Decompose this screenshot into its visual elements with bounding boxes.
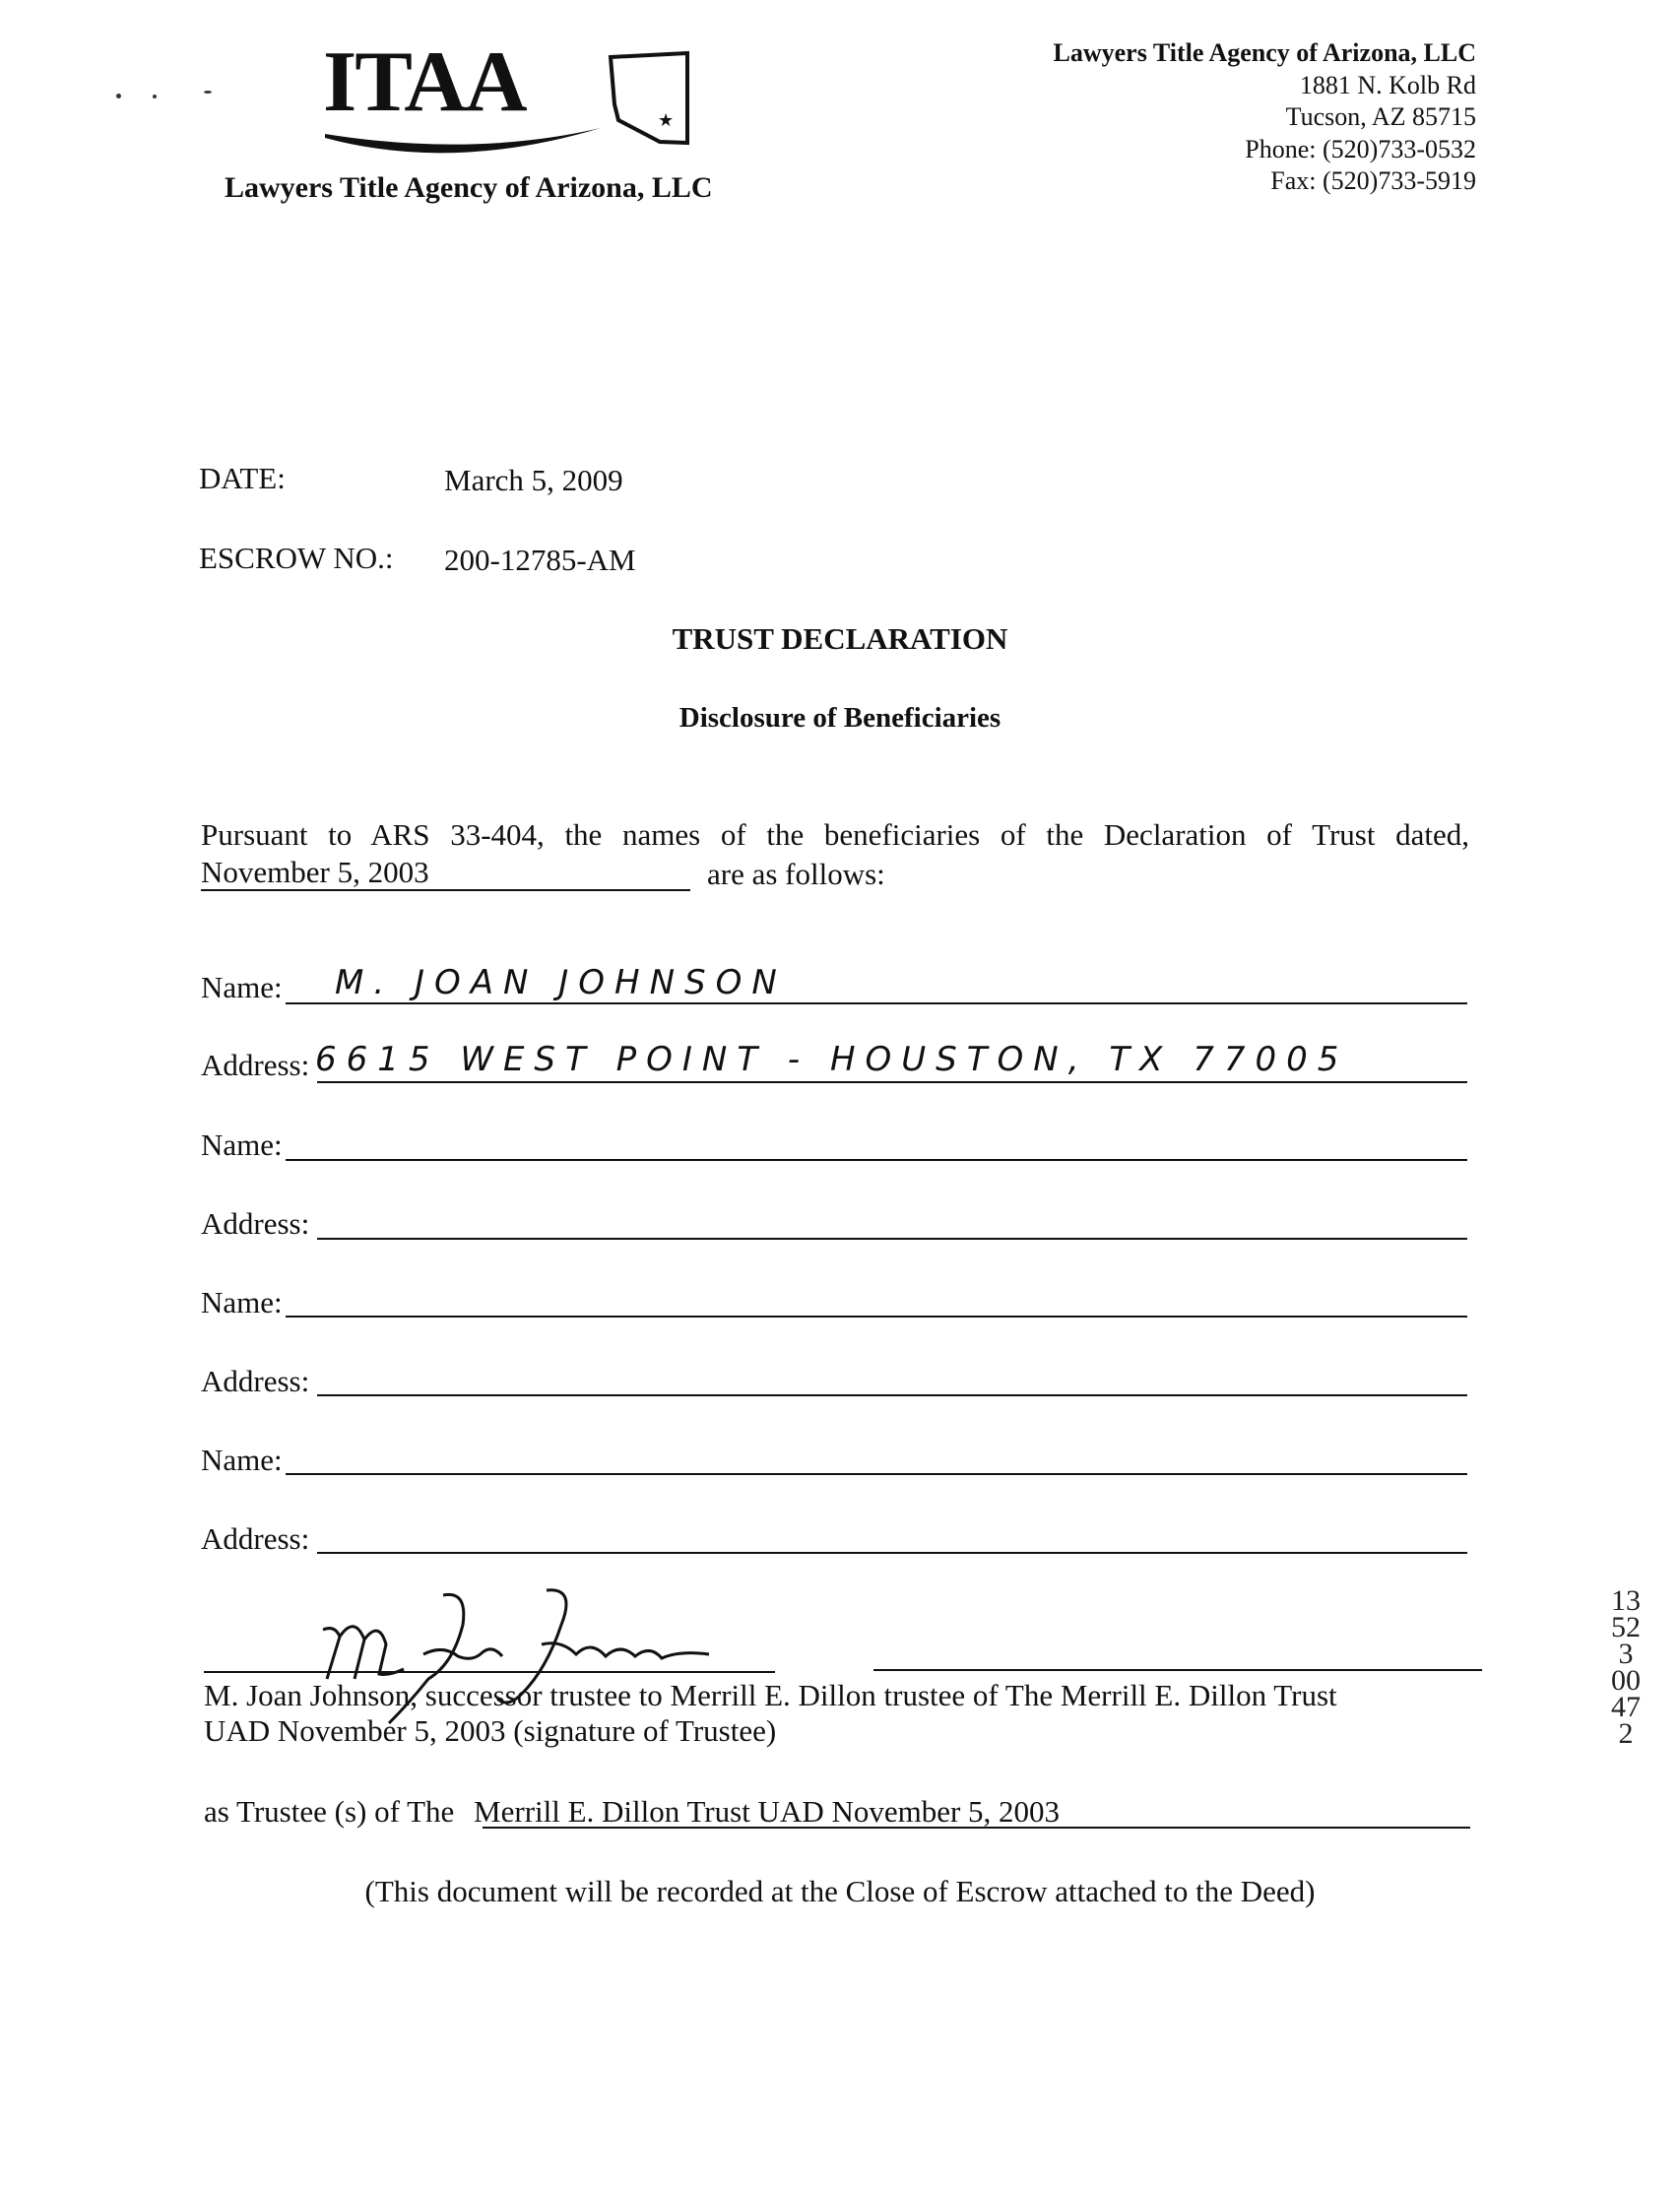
logo-swoosh-and-state-icon	[315, 34, 699, 158]
beneficiary-1-name[interactable]: M. JOAN JOHNSON	[335, 963, 787, 1002]
date-value: March 5, 2009	[444, 463, 623, 497]
scan-speck	[204, 91, 212, 94]
itaa-logo	[315, 34, 699, 158]
beneficiary-1-address-label: Address:	[201, 1048, 310, 1082]
recording-number	[1611, 1584, 1641, 1750]
beneficiary-2-name-label: Name:	[201, 1127, 283, 1162]
company-phone: Phone: (520)733-0532	[1245, 134, 1476, 163]
signature-caption-line-1: M. Joan Johnson, successor trustee to Merrill E. Dillon trustee of The Merrill E. Dillon Trust	[204, 1678, 1337, 1712]
escrow-label: ESCROW NO.:	[199, 541, 394, 575]
beneficiary-3-address-line[interactable]	[317, 1394, 1467, 1396]
beneficiary-1-address-line	[317, 1081, 1467, 1083]
trustee-prefix: as Trustee (s) of The	[204, 1794, 455, 1829]
scan-speck	[116, 94, 121, 98]
logo-company-name: Lawyers Title Agency of Arizona, LLC	[225, 171, 713, 204]
trust-date-value: November 5, 2003	[201, 855, 429, 889]
document-subtitle: Disclosure of Beneficiaries	[678, 702, 1002, 734]
second-signature-line[interactable]	[873, 1669, 1482, 1671]
document-title: TRUST DECLARATION	[672, 621, 1008, 656]
company-street: 1881 N. Kolb Rd	[1299, 70, 1476, 99]
signature-line	[204, 1671, 775, 1673]
beneficiary-2-address-label: Address:	[201, 1206, 310, 1241]
beneficiary-3-name-label: Name:	[201, 1285, 283, 1319]
svg-text:★: ★	[658, 110, 675, 130]
beneficiary-1-name-line	[286, 1002, 1467, 1004]
trust-date-underline	[201, 889, 690, 891]
beneficiary-2-name-line[interactable]	[286, 1159, 1467, 1161]
intro-text: Pursuant to ARS 33-404, the names of the beneficiaries of the Declaration of Trust dated,	[201, 817, 1469, 852]
scan-speck	[153, 95, 157, 98]
trust-name: Merrill E. Dillon Trust UAD November 5, 2003	[474, 1794, 1061, 1829]
trustee-of-row	[204, 1794, 1060, 1830]
intro-suffix: are as follows:	[707, 857, 885, 891]
signature-caption	[204, 1678, 1484, 1749]
beneficiary-3-name-line[interactable]	[286, 1316, 1467, 1318]
signature-caption-line-2: UAD November 5, 2003 (signature of Trustee)	[204, 1713, 777, 1748]
logo-letters: ITAA	[323, 34, 526, 130]
beneficiary-2-address-line[interactable]	[317, 1238, 1467, 1240]
company-name: Lawyers Title Agency of Arizona, LLC	[1053, 38, 1476, 67]
beneficiary-4-address-line[interactable]	[317, 1552, 1467, 1554]
date-label: DATE:	[199, 461, 286, 495]
beneficiary-4-name-label: Name:	[201, 1443, 283, 1477]
footer-note: (This document will be recorded at the Close of Escrow attached to the Deed)	[364, 1874, 1316, 1908]
company-address-block	[1054, 37, 1476, 198]
beneficiary-1-address[interactable]: 6615 WEST POINT - HOUSTON, TX 77005	[315, 1040, 1349, 1079]
beneficiary-3-address-label: Address:	[201, 1364, 310, 1398]
beneficiary-1-name-label: Name:	[201, 970, 283, 1004]
beneficiary-4-address-label: Address:	[201, 1521, 310, 1556]
beneficiary-4-name-line[interactable]	[286, 1473, 1467, 1475]
recording-number-text: 13523 00472	[1611, 1584, 1641, 1750]
company-fax: Fax: (520)733-5919	[1270, 166, 1476, 195]
company-city: Tucson, AZ 85715	[1285, 102, 1476, 131]
trust-name-underline	[483, 1827, 1470, 1829]
escrow-value: 200-12785-AM	[444, 543, 636, 577]
